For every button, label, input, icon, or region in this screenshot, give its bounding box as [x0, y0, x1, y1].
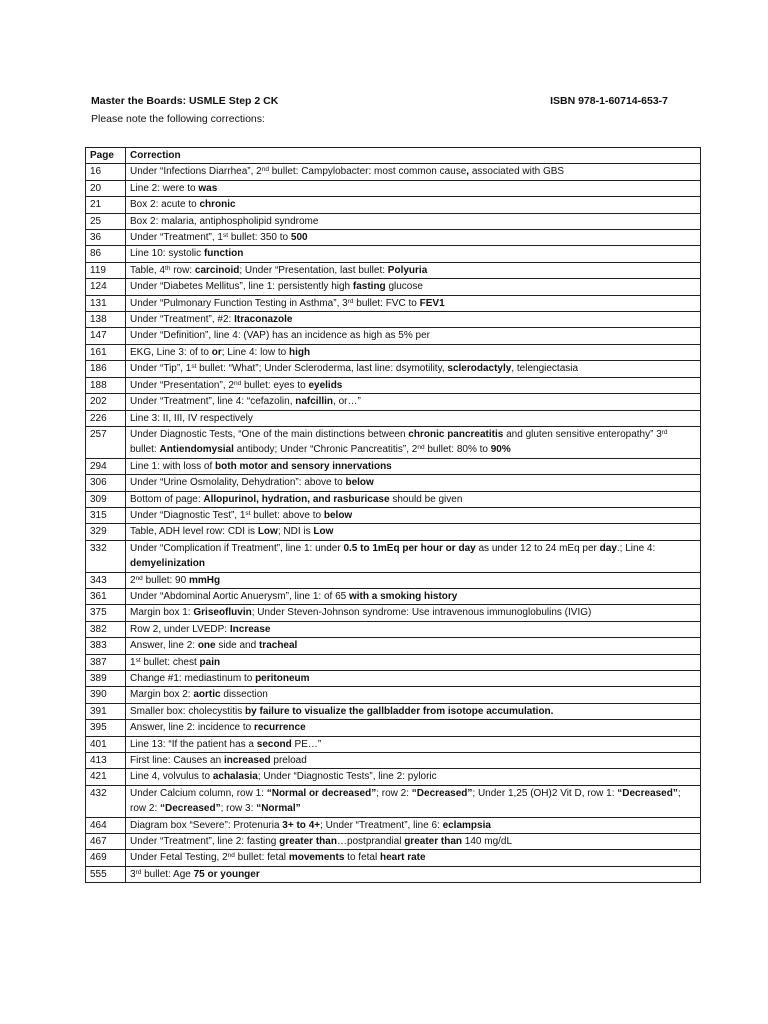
table-header-row: [86, 148, 701, 164]
bold-text: with a smoking history: [349, 590, 458, 602]
page-number-cell: 25: [86, 213, 126, 229]
bold-text: one: [197, 640, 216, 652]
correction-cell: [126, 164, 701, 180]
page-number-cell: 464: [86, 817, 126, 833]
table-row: [86, 361, 701, 377]
table-row: [86, 394, 701, 410]
bold-text: achalasia: [212, 771, 258, 783]
correction-text: Under “Urine Osmolality, Dehydration”: above to: [130, 477, 346, 489]
correction-text: dissection: [220, 689, 268, 701]
correction-text: Under “Treatment”, line 4: “cefazolin,: [130, 396, 296, 408]
correction-text: Margin box 2:: [130, 689, 194, 701]
table-row: [86, 588, 701, 604]
correction-text: Under “Diabetes Mellitus”, line 1: persistently high: [130, 281, 353, 293]
page-number-cell: 131: [86, 295, 126, 311]
correction-cell: [126, 785, 701, 817]
correction-cell: [126, 197, 701, 213]
correction-cell: [126, 671, 701, 687]
table-row: [86, 703, 701, 719]
isbn-label: ISBN 978-1-60714-653-7: [550, 95, 668, 107]
bold-text: Antiendomysial: [159, 444, 234, 456]
page-number-cell: 21: [86, 197, 126, 213]
page-number-cell: 432: [86, 785, 126, 817]
table-row: [86, 507, 701, 523]
correction-cell: [126, 687, 701, 703]
correction-text: Change #1: mediastinum to: [130, 673, 256, 684]
correction-cell: [126, 344, 701, 360]
correction-cell: [126, 540, 701, 572]
superscript-text: st: [191, 363, 197, 371]
page-number-cell: 294: [86, 458, 126, 474]
page-number-cell: 387: [86, 654, 126, 670]
bold-text: high: [288, 346, 311, 358]
correction-text: bullet:: [130, 444, 160, 456]
correction-text: ; row 2:: [130, 787, 681, 815]
page-number-cell: 343: [86, 572, 126, 588]
table-row: [86, 295, 701, 311]
correction-cell: [126, 295, 701, 311]
table-row: [86, 605, 701, 621]
bold-text: demyelinization: [130, 558, 206, 570]
bold-text: Low: [257, 526, 278, 538]
correction-text: Diagram box “Severe”: Protenuria: [130, 819, 283, 831]
bold-text: or: [211, 346, 222, 358]
bold-text: nafcillin: [295, 396, 334, 408]
page-number-cell: 202: [86, 394, 126, 410]
document-header: [91, 94, 668, 108]
bold-text: eclampsia: [442, 819, 491, 831]
bold-text: 75 or younger: [193, 868, 260, 880]
correction-text: bullet: 90: [142, 574, 189, 586]
correction-cell: [126, 736, 701, 752]
superscript-text: rd: [347, 297, 354, 305]
correction-cell: [126, 377, 701, 393]
correction-text: side and: [215, 640, 259, 652]
table-row: [86, 621, 701, 637]
correction-text: Under “Treatment”, 1: [130, 232, 223, 244]
page-number-cell: 391: [86, 703, 126, 719]
corrections-table-body: [86, 164, 701, 883]
bold-text: 90%: [490, 444, 511, 456]
correction-cell: [126, 475, 701, 491]
correction-text: Margin box 1:: [130, 607, 194, 619]
table-row: [86, 753, 701, 769]
correction-text: bullet: Campylobacter: most common cause: [268, 166, 467, 178]
correction-cell: [126, 230, 701, 246]
correction-text: glucose: [385, 281, 423, 293]
table-row: [86, 736, 701, 752]
bold-text: fasting: [352, 281, 386, 293]
page-number-cell: 86: [86, 246, 126, 262]
correction-cell: [126, 279, 701, 295]
correction-text: Line 1: with loss of: [130, 460, 216, 472]
bold-text: was: [198, 182, 218, 194]
correction-text: …postprandial: [336, 836, 405, 848]
table-row: [86, 475, 701, 491]
correction-text: as under 12 to 24 mEq per: [475, 542, 600, 554]
correction-text: PE…”: [291, 738, 322, 750]
correction-text: Under “Presentation”, 2: [130, 379, 234, 391]
correction-cell: [126, 605, 701, 621]
correction-text: 3: [130, 868, 136, 880]
superscript-text: rd: [135, 868, 142, 876]
bold-text: “Normal”: [256, 803, 301, 815]
correction-cell: [126, 180, 701, 196]
correction-cell: [126, 312, 701, 328]
superscript-text: nd: [135, 574, 143, 582]
correction-cell: [126, 720, 701, 736]
correction-text: Row 2, under LVEDP:: [130, 623, 230, 635]
page-number-cell: 124: [86, 279, 126, 295]
bold-text: 0.5 to 1mEq per hour or day: [343, 542, 476, 554]
correction-text: bullet: 350 to: [228, 232, 291, 244]
correction-text: Under “Treatment”, #2:: [130, 314, 235, 326]
correction-text: Box 2: malaria, antiphospholipid syndrome: [130, 215, 319, 227]
bold-text: Increase: [229, 623, 271, 635]
table-row: [86, 850, 701, 866]
correction-text: Table, 4: [130, 264, 166, 276]
page-number-cell: 138: [86, 312, 126, 328]
correction-text: Under “Definition”, line 4: (VAP) has an incidence as high as 5% per: [130, 330, 430, 342]
table-row: [86, 654, 701, 670]
correction-text: .; Line 4:: [616, 542, 656, 554]
bold-text: 500: [290, 232, 308, 244]
bold-text: below: [345, 477, 374, 489]
correction-cell: [126, 507, 701, 523]
correction-text: ; Under Steven-Johnson syndrome: Use intravenous immunoglobulins (IVIG): [251, 607, 592, 619]
bold-text: “Decreased”: [160, 803, 221, 815]
correction-text: bullet: FVC to: [353, 297, 420, 309]
correction-cell: [126, 491, 701, 507]
bold-text: movements: [288, 852, 345, 864]
correction-text: bullet: eyes to: [241, 379, 309, 391]
correction-text: should be given: [389, 493, 463, 505]
page-number-cell: 226: [86, 410, 126, 426]
correction-text: Under Diagnostic Tests, “One of the main distinctions between: [130, 428, 409, 440]
superscript-text: nd: [261, 166, 269, 174]
page-number-cell: 315: [86, 507, 126, 523]
page-number-cell: 16: [86, 164, 126, 180]
page-number-cell: 401: [86, 736, 126, 752]
bold-text: function: [203, 248, 244, 260]
superscript-text: st: [245, 509, 251, 517]
correction-text: ; row 3:: [220, 803, 257, 815]
correction-cell: [126, 213, 701, 229]
correction-text: Under “Infections Diarrhea”, 2: [130, 166, 262, 178]
bold-text: aortic: [193, 689, 221, 701]
correction-text: row:: [170, 264, 195, 276]
correction-cell: [126, 524, 701, 540]
table-row: [86, 491, 701, 507]
page-number-cell: 329: [86, 524, 126, 540]
bold-text: below: [323, 509, 353, 521]
table-row: [86, 180, 701, 196]
correction-text: Under “Diagnostic Test”, 1: [130, 509, 246, 521]
bold-text: “Normal or decreased”: [266, 787, 377, 799]
bold-text: both motor and sensory innervations: [215, 460, 392, 472]
bold-text: Polyuria: [387, 264, 428, 276]
correction-text: ; Under “Presentation, last bullet:: [239, 264, 388, 276]
table-row: [86, 377, 701, 393]
correction-text: Box 2: acute to: [130, 199, 200, 211]
page-number-cell: 119: [86, 262, 126, 278]
correction-cell: [126, 769, 701, 785]
correction-text: Line 13: “If the patient has a: [130, 738, 257, 750]
correction-text: to fetal: [344, 852, 380, 864]
correction-text: Line 2: were to: [130, 182, 199, 194]
correction-text: Table, ADH level row: CDI is: [130, 526, 258, 538]
column-header-correction: Correction: [126, 148, 701, 164]
correction-cell: [126, 703, 701, 719]
page-number-cell: 361: [86, 588, 126, 604]
correction-text: 140 mg/dL: [462, 836, 513, 848]
correction-text: 1: [130, 656, 136, 668]
correction-cell: [126, 246, 701, 262]
table-row: [86, 344, 701, 360]
bold-text: 3+ to 4+: [282, 819, 321, 831]
bold-text: heart rate: [379, 852, 426, 864]
correction-text: Line 4, volvulus to: [130, 771, 213, 783]
bold-text: carcinoid: [194, 264, 240, 276]
page-number-cell: 332: [86, 540, 126, 572]
correction-text: Bottom of page:: [130, 493, 204, 505]
page-number-cell: 395: [86, 720, 126, 736]
page-number-cell: 390: [86, 687, 126, 703]
table-row: [86, 197, 701, 213]
bold-text: greater than: [279, 836, 337, 848]
table-row: [86, 866, 701, 882]
page-number-cell: 188: [86, 377, 126, 393]
correction-cell: [126, 394, 701, 410]
bold-text: day: [599, 542, 617, 554]
bold-text: by failure to visualize the gallbladder from isotope accumulation.: [245, 705, 554, 717]
correction-text: Line 10: systolic: [130, 248, 204, 260]
page-number-cell: 306: [86, 475, 126, 491]
superscript-text: nd: [227, 852, 235, 860]
correction-cell: [126, 458, 701, 474]
table-row: [86, 834, 701, 850]
correction-cell: [126, 572, 701, 588]
bold-text: FEV1: [419, 297, 445, 309]
bold-text: chronic: [199, 199, 236, 211]
page-number-cell: 469: [86, 850, 126, 866]
correction-cell: [126, 654, 701, 670]
correction-text: First line: Causes an: [130, 755, 224, 767]
page-number-cell: 375: [86, 605, 126, 621]
superscript-text: st: [135, 656, 141, 664]
page-number-cell: 147: [86, 328, 126, 344]
correction-cell: [126, 638, 701, 654]
page-number-cell: 383: [86, 638, 126, 654]
superscript-text: rd: [661, 428, 668, 436]
table-row: [86, 769, 701, 785]
correction-cell: [126, 866, 701, 882]
page-number-cell: 309: [86, 491, 126, 507]
correction-cell: [126, 621, 701, 637]
correction-text: ; Under “Diagnostic Tests”, line 2: pyloric: [257, 771, 437, 783]
table-row: [86, 458, 701, 474]
correction-text: ; Line 4: low to: [221, 346, 289, 358]
correction-text: bullet: fetal: [234, 852, 289, 864]
superscript-text: th: [165, 264, 171, 272]
page-number-cell: 257: [86, 426, 126, 458]
correction-text: ; Under 1,25 (OH)2 Vit D, row 1:: [472, 787, 618, 799]
correction-cell: [126, 834, 701, 850]
correction-text: ; NDI is: [277, 526, 314, 538]
table-row: [86, 246, 701, 262]
page-number-cell: 467: [86, 834, 126, 850]
page-number-cell: 382: [86, 621, 126, 637]
table-row: [86, 524, 701, 540]
correction-text: and gluten sensitive enteropathy” 3: [503, 428, 662, 440]
bold-text: eyelids: [308, 379, 343, 391]
correction-text: ; Under “Treatment”, line 6:: [320, 819, 443, 831]
bold-text: pain: [199, 656, 221, 668]
table-row: [86, 213, 701, 229]
correction-cell: [126, 426, 701, 458]
page-number-cell: 186: [86, 361, 126, 377]
correction-text: ; row 2:: [376, 787, 412, 799]
bold-text: peritoneum: [255, 673, 310, 684]
correction-cell: [126, 588, 701, 604]
table-row: [86, 671, 701, 687]
corrections-table: [85, 147, 701, 883]
bold-text: Low: [313, 526, 334, 538]
page-number-cell: 20: [86, 180, 126, 196]
correction-text: preload: [270, 755, 307, 767]
correction-text: Under “Abdominal Aortic Anuerysm”, line 1: of 65: [130, 590, 349, 602]
correction-cell: [126, 262, 701, 278]
correction-text: bullet: Age: [141, 868, 194, 880]
bold-text: “Decreased”: [617, 787, 678, 799]
table-row: [86, 164, 701, 180]
table-row: [86, 817, 701, 833]
correction-text: Answer, line 2: incidence to: [130, 722, 254, 734]
table-row: [86, 426, 701, 458]
table-row: [86, 410, 701, 426]
bold-text: recurrence: [253, 722, 306, 734]
correction-text: , telengiectasia: [511, 363, 579, 375]
correction-text: Under “Treatment”, line 2: fasting: [130, 836, 280, 848]
correction-text: Under “Tip”, 1: [130, 363, 192, 375]
bold-text: greater than: [404, 836, 462, 848]
superscript-text: nd: [233, 379, 242, 387]
bold-text: increased: [223, 755, 271, 767]
page-number-cell: 389: [86, 671, 126, 687]
correction-text: Line 3: II, III, IV respectively: [130, 412, 253, 424]
correction-text: Under “Complication if Treatment”, line 1: under: [130, 542, 344, 554]
page-number-cell: 161: [86, 344, 126, 360]
page-number-cell: 555: [86, 866, 126, 882]
correction-text: antibody; Under “Chronic Pancreatitis”, 2: [233, 444, 418, 456]
superscript-text: nd: [417, 444, 425, 452]
bold-text: “Decreased”: [411, 787, 473, 799]
correction-text: EKG, Line 3: of to: [130, 346, 212, 358]
correction-text: Under “Pulmonary Function Testing in Asthma”, 3: [130, 297, 348, 309]
superscript-text: st: [223, 232, 229, 240]
page-number-cell: 421: [86, 769, 126, 785]
table-row: [86, 687, 701, 703]
table-row: [86, 312, 701, 328]
correction-text: Answer, line 2:: [130, 640, 198, 652]
table-row: [86, 720, 701, 736]
correction-text: bullet: above to: [250, 509, 324, 521]
column-header-page: Page: [86, 148, 126, 164]
table-row: [86, 540, 701, 572]
correction-cell: [126, 361, 701, 377]
page-number-cell: 36: [86, 230, 126, 246]
corrections-note: Please note the following corrections:: [91, 113, 265, 125]
table-row: [86, 638, 701, 654]
bold-text: ,: [466, 166, 470, 178]
correction-text: Smaller box: cholecystitis: [130, 705, 246, 717]
correction-text: , or…”: [333, 396, 361, 408]
bold-text: Allopurinol, hydration, and rasburicase: [203, 493, 390, 505]
table-row: [86, 785, 701, 817]
document-title: Master the Boards: USMLE Step 2 CK: [91, 95, 279, 107]
correction-text: bullet: chest: [140, 656, 200, 668]
correction-cell: [126, 328, 701, 344]
bold-text: second: [256, 738, 292, 750]
correction-text: bullet: “What”; Under Scleroderma, last line: dsymotility,: [196, 363, 448, 375]
bold-text: tracheal: [258, 640, 298, 652]
table-row: [86, 262, 701, 278]
correction-cell: [126, 410, 701, 426]
correction-cell: [126, 850, 701, 866]
bold-text: mmHg: [188, 574, 221, 586]
table-row: [86, 328, 701, 344]
correction-text: associated with GBS: [469, 166, 565, 178]
correction-cell: [126, 817, 701, 833]
table-row: [86, 572, 701, 588]
table-row: [86, 279, 701, 295]
correction-text: Under Fetal Testing, 2: [130, 852, 228, 864]
table-row: [86, 230, 701, 246]
bold-text: Griseofluvin: [193, 607, 252, 619]
bold-text: chronic pancreatitis: [408, 428, 504, 440]
correction-cell: [126, 753, 701, 769]
correction-text: Under Calcium column, row 1:: [130, 787, 267, 799]
correction-text: bullet: 80% to: [424, 444, 491, 456]
bold-text: sclerodactyly: [447, 363, 512, 375]
bold-text: Itraconazole: [234, 314, 293, 326]
correction-text: 2: [130, 574, 136, 586]
page-number-cell: 413: [86, 753, 126, 769]
